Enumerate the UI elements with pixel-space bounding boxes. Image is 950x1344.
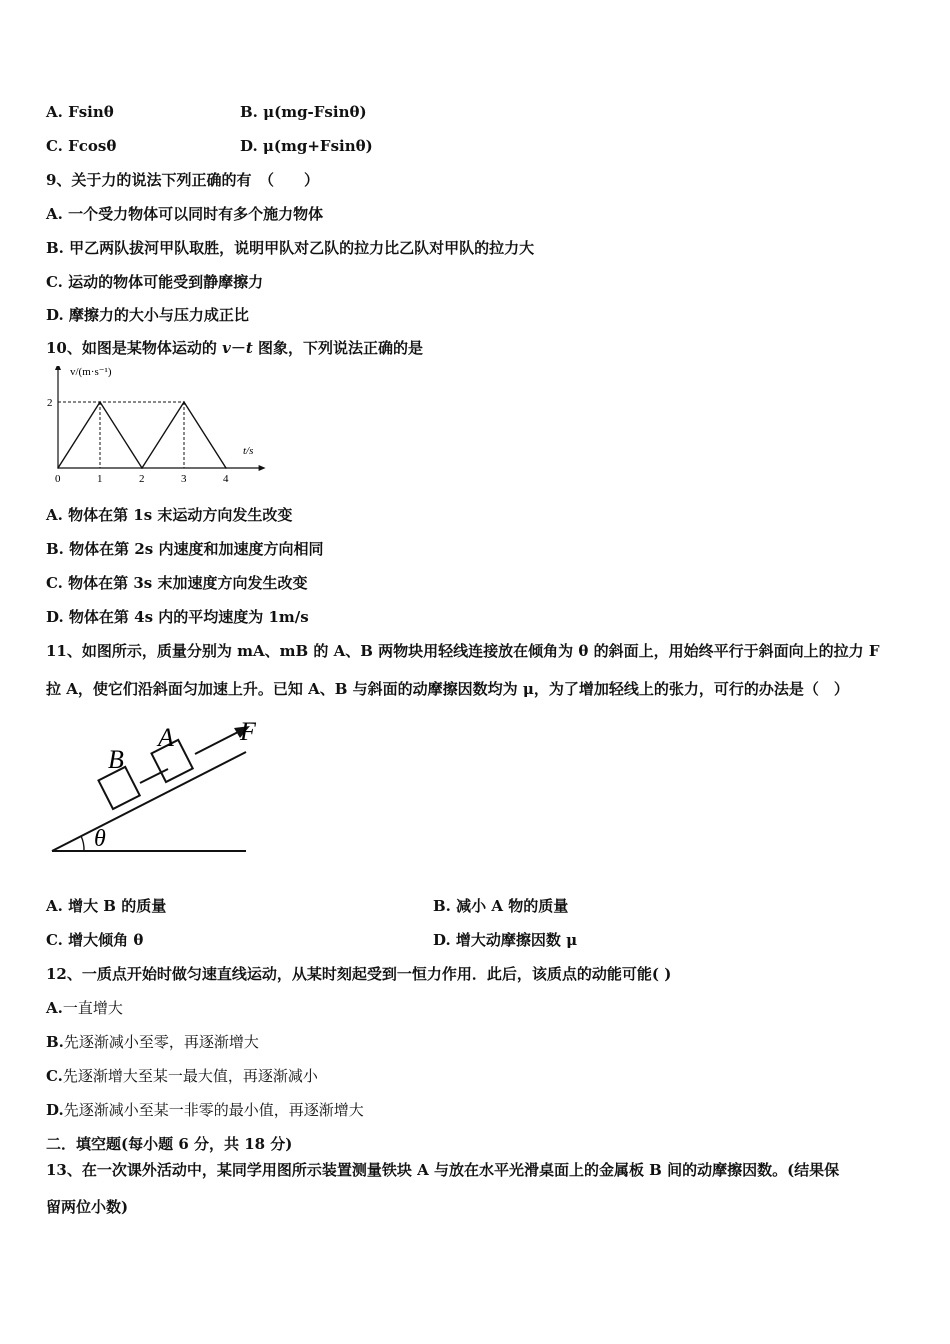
q12-option-d-letter: D. <box>46 1101 64 1119</box>
q13-stem-line1: 13、在一次课外活动中，某同学用图所示装置测量铁块 A 与放在水平光滑桌面上的金属板 B 间的动摩擦因数。(结果保 <box>46 1161 840 1179</box>
q9-option-c: C. 运动的物体可能受到静摩擦力 <box>46 273 264 291</box>
q9-stem: 9、关于力的说法下列正确的有 （ ） <box>46 171 319 189</box>
data-point <box>99 401 101 403</box>
q12-stem: 12、一质点开始时做匀速直线运动，从某时刻起受到一恒力作用．此后，该质点的动能可能( ) <box>46 965 672 983</box>
q11-option-b: B. 减小 A 物的质量 <box>433 897 569 915</box>
data-point <box>183 401 185 403</box>
q11-stem-line2: 拉 A，使它们沿斜面匀加速上升。已知 A、B 与斜面的动摩擦因数均为 μ，为了增加轻线上的张力，可行的办法是（ ） <box>46 680 849 698</box>
q12-option-a-letter: A. <box>46 999 63 1017</box>
q12-option-d-text: 先逐渐减小至某一非零的最小值，再逐渐增大 <box>63 1101 364 1119</box>
y-axis-arrow <box>55 366 61 370</box>
q10-stem-v: v <box>222 339 231 357</box>
q12-option-b-letter: B. <box>46 1033 64 1051</box>
q12-option-a-text: 一直增大 <box>62 999 123 1017</box>
label-a: A <box>158 723 174 752</box>
y-axis-label: v/(m·s⁻¹) <box>70 366 112 378</box>
q12-option-a <box>46 998 123 1018</box>
data-point <box>141 467 143 469</box>
x-axis-label: t/s <box>243 445 254 457</box>
q13-stem-line2: 留两位小数) <box>46 1198 129 1216</box>
q12-option-b-text: 先逐渐减小至零，再逐渐增大 <box>63 1033 259 1051</box>
q9-option-a: A. 一个受力物体可以同时有多个施力物体 <box>46 205 324 223</box>
q10-stem-dash: － <box>230 339 246 357</box>
q8-option-b: B. μ(mg-Fsinθ) <box>240 103 367 121</box>
x-tick-label: 4 <box>223 473 229 485</box>
data-point <box>225 467 227 469</box>
q11-option-d: D. 增大动摩擦因数 μ <box>433 931 578 949</box>
velocity-line <box>58 402 226 468</box>
q11-option-a: A. 增大 B 的质量 <box>46 897 167 915</box>
force-arrow <box>195 730 242 754</box>
q10-stem-pre: 10、如图是某物体运动的 <box>46 339 223 357</box>
q10-option-a: A. 物体在第 1s 末运动方向发生改变 <box>46 506 293 524</box>
q10-stem-post: 图象，下列说法正确的是 <box>252 339 424 357</box>
section-heading: 二．填空题(每小题 6 分，共 18 分) <box>46 1135 293 1153</box>
vt-graph <box>44 366 274 488</box>
q9-option-b: B. 甲乙两队拔河甲队取胜，说明甲队对乙队的拉力比乙队对甲队的拉力大 <box>46 239 535 257</box>
q8-option-d: D. μ(mg+Fsinθ) <box>240 137 373 155</box>
q11-stem-line1: 11、如图所示，质量分别为 mA、mB 的 A、B 两物块用轻线连接放在倾角为 θ 的斜面上，用始终平行于斜面向上的拉力 F <box>46 642 880 660</box>
q12-option-c-letter: C. <box>46 1067 63 1085</box>
q10-option-d: D. 物体在第 4s 内的平均速度为 1m/s <box>46 608 309 626</box>
q12-option-c <box>46 1066 318 1086</box>
q10-option-c: C. 物体在第 3s 末加速度方向发生改变 <box>46 574 308 592</box>
q12-option-c-text: 先逐渐增大至某一最大值，再逐渐减小 <box>62 1067 318 1085</box>
q8-option-a: A. Fsinθ <box>46 103 114 121</box>
q9-option-d: D. 摩擦力的大小与压力成正比 <box>46 306 249 324</box>
y-tick-label: 2 <box>47 397 53 409</box>
q10-option-b: B. 物体在第 2s 内速度和加速度方向相同 <box>46 540 324 558</box>
q12-option-d <box>46 1100 364 1120</box>
label-f: F <box>240 717 256 746</box>
q11-option-c: C. 增大倾角 θ <box>46 931 144 949</box>
angle-arc <box>81 836 84 851</box>
x-tick-label: 1 <box>97 473 103 485</box>
incline-figure <box>46 712 266 862</box>
q10-stem <box>46 338 423 358</box>
x-tick-label: 2 <box>139 473 145 485</box>
x-axis-arrow <box>259 465 266 471</box>
q12-option-b <box>46 1032 259 1052</box>
label-theta: θ <box>94 826 106 852</box>
x-tick-label: 0 <box>55 473 61 485</box>
x-tick-label: 3 <box>181 473 187 485</box>
q8-option-c: C. Fcosθ <box>46 137 117 155</box>
q10-stem-t: t <box>245 339 253 357</box>
data-point <box>57 467 59 469</box>
label-b: B <box>108 745 124 774</box>
